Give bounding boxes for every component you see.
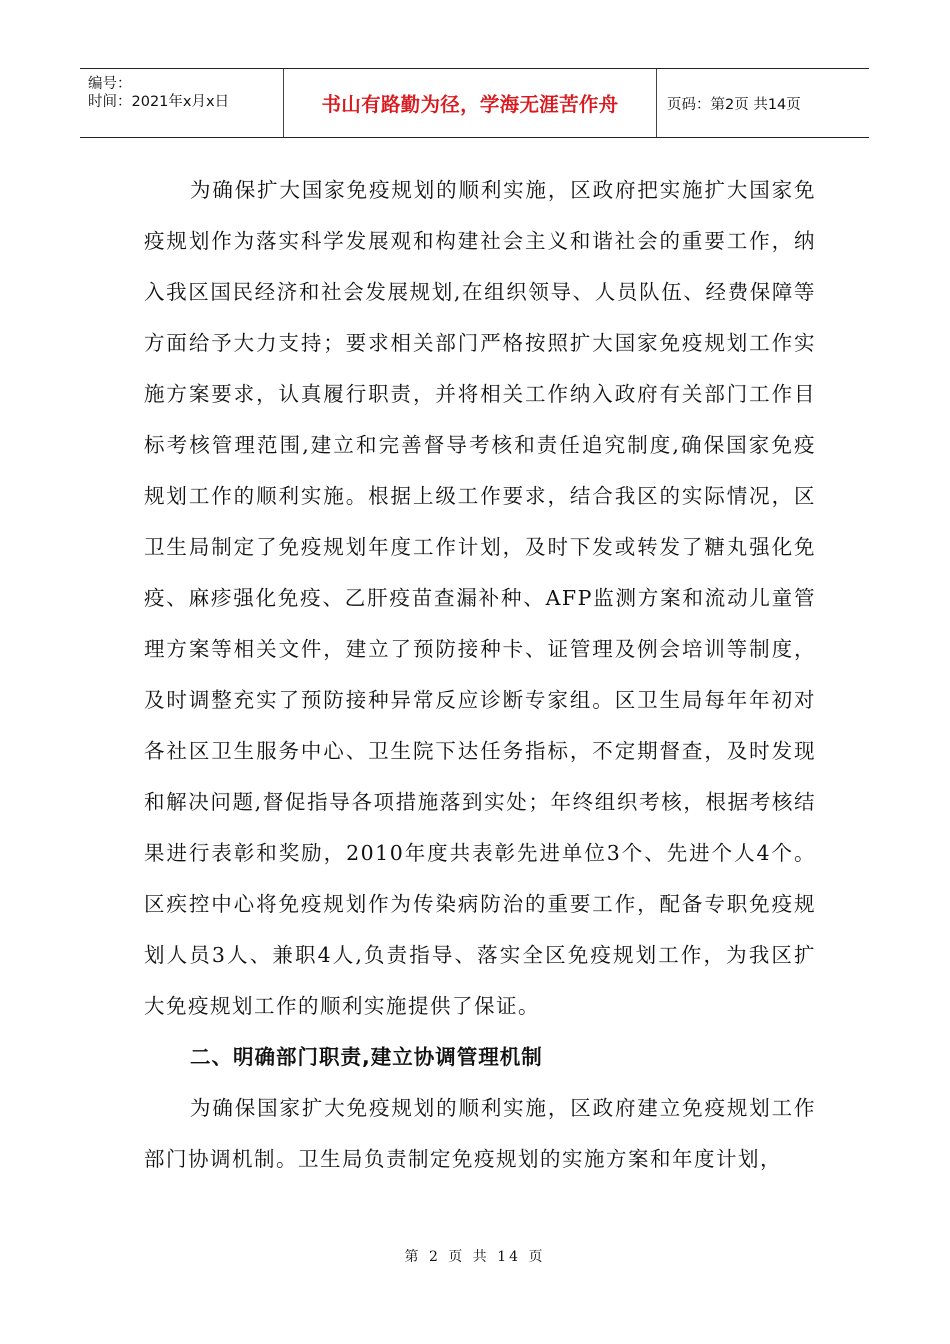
header-meta xyxy=(80,69,284,137)
paragraph-1: 为确保扩大国家免疫规划的顺利实施，区政府把实施扩大国家免疫规划作为落实科学发展观和构建社会主义和谐社会的重要工作，纳入我区国民经济和社会发展规划,在组织领导、人员队伍、经费保障等方面给予大力支持；要求相关部门严格按照扩大国家免疫规划工作实施方案要求，认真履行职责，并将相关工作纳入政府有关部门工作目标考核管理范围,建立和完善督导考核和责任追究制度,确保国家免疫规划工作的顺利实施。根据上级工作要求，结合我区的实际情况，区卫生局制定了免疫规划年度工作计划，及时下发或转发了糖丸强化免疫、麻疹强化免疫、乙肝疫苗查漏补种、AFP监测方案和流动儿童管理方案等相关文件，建立了预防接种卡、证管理及例会培训等制度，及时调整充实了预防接种异常反应诊断专家组。区卫生局每年年初对各社区卫生服务中心、卫生院下达任务指标，不定期督查，及时发现和解决问题,督促指导各项措施落到实处；年终组织考核，根据考核结果进行表彰和奖励，2010年度共表彰先进单位3个、先进个人4个。区疾控中心将免疫规划作为传染病防治的重要工作，配备专职免疫规划人员3人、兼职4人,负责指导、落实全区免疫规划工作，为我区扩大免疫规划工作的顺利实施提供了保证。 xyxy=(144,178,816,1018)
section-heading: 二、明确部门职责,建立协调管理机制 xyxy=(190,1045,543,1069)
page-footer: 第 2 页 共 14 页 xyxy=(404,1249,546,1265)
time-label: 时间：2021年x月x日 xyxy=(88,94,230,110)
number-label: 编号： xyxy=(88,76,132,92)
paragraph-2: 为确保国家扩大免疫规划的顺利实施，区政府建立免疫规划工作部门协调机制。卫生局负责制定免疫规划的实施方案和年度计划， xyxy=(144,1096,816,1171)
header-page-cell xyxy=(657,69,869,137)
header-table xyxy=(80,68,869,138)
motto-text: 书山有路勤为径，学海无涯苦作舟 xyxy=(321,93,619,116)
document-body xyxy=(144,165,816,1185)
header-motto-cell xyxy=(284,69,657,137)
page-label: 页码：第2页 共14页 xyxy=(667,96,801,113)
